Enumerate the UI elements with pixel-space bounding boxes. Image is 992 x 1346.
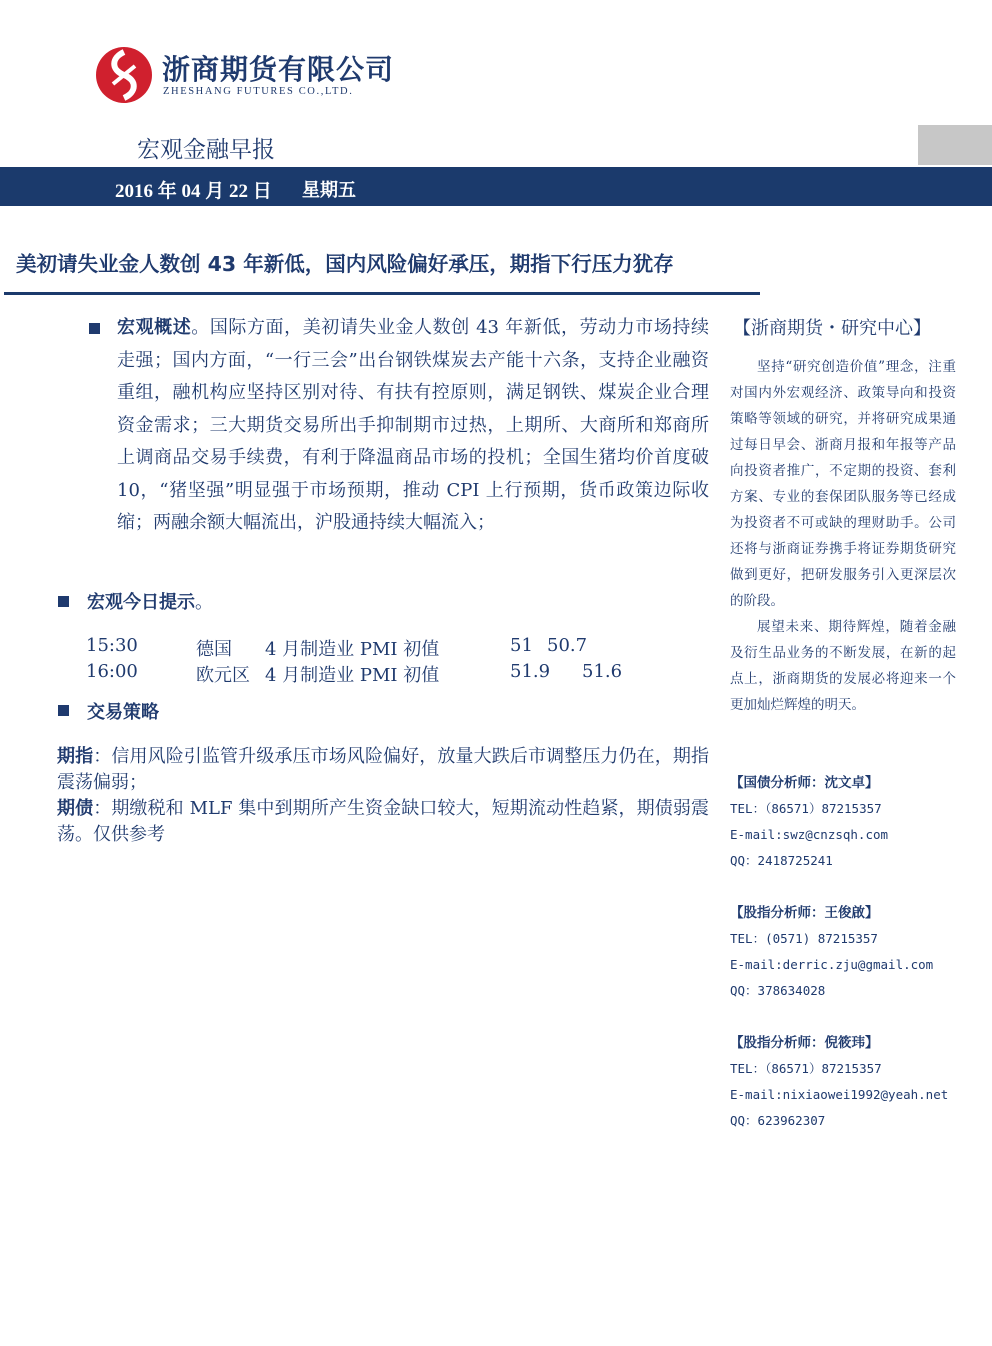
today-hints-heading: 宏观今日提示。 (87, 592, 213, 613)
event-item: 4 月制造业 PMI 初值 (265, 665, 440, 686)
analyst-title: 【股指分析师：倪筱玮】 (730, 1035, 879, 1051)
analyst-qq: QQ：623962307 (730, 1113, 826, 1128)
analyst-email[interactable]: E-mail:swz@cnzsqh.com (730, 827, 889, 842)
event-time: 15:30 (86, 635, 138, 656)
event-value-forecast: 51.6 (582, 661, 623, 682)
analyst-qq: QQ：378634028 (730, 983, 826, 998)
analyst-email[interactable]: E-mail:nixiaowei1992@yeah.net (730, 1087, 949, 1102)
company-name-en: ZHESHANG FUTURES CO.,LTD. (163, 86, 354, 97)
analyst-tel: TEL：（86571）87215357 (730, 801, 882, 816)
headline: 美初请失业金人数创 43 年新低，国内风险偏好承压，期指下行压力犹存 (16, 252, 674, 276)
event-time: 16:00 (86, 661, 138, 682)
bullet-square-icon (58, 596, 69, 607)
analyst-title: 【国债分析师：沈文卓】 (730, 775, 879, 791)
analyst-tel: TEL：（86571）87215357 (730, 1061, 882, 1076)
event-region: 德国 (196, 639, 232, 660)
headline-divider (4, 292, 760, 295)
research-center-intro: 坚持“研究创造价值”理念，注重对国内外宏观经济、政策导向和投资策略等领域的研究，并将研究成果通过每日早会、浙商月报和年报等产品向投资者推广，不定期的投资、套利方案、专业的套保团队服务等已经成为投资者不可或缺的理财助手。公司还将与浙商证券携手将证券期货研究做到更好，把研发服务引入更深层次的阶段。 (730, 359, 956, 609)
analyst-card (730, 1030, 970, 1134)
analyst-card (730, 900, 970, 1004)
macro-overview-label: 宏观概述 (117, 317, 192, 338)
analyst-card (730, 770, 970, 874)
company-logo-icon (95, 46, 153, 104)
macro-overview-paragraph (117, 312, 709, 540)
bullet-square-icon (58, 705, 69, 716)
strategy-index-futures: 期指：信用风险引监管升级承压市场风险偏好，放量大跌后市调整压力仍在，期指震荡偏弱； (57, 746, 710, 793)
strategy-bond-futures: 期债：期缴税和 MLF 集中到期所产生资金缺口较大，短期流动性趋紧，期债弱震荡。仅供参考 (57, 798, 709, 845)
analyst-tel: TEL：(0571) 87215357 (730, 931, 878, 946)
event-value-previous: 51.9 (510, 661, 551, 682)
event-value-previous: 51 (510, 635, 533, 656)
event-item: 4 月制造业 PMI 初值 (265, 639, 440, 660)
report-title: 宏观金融早报 (137, 137, 275, 163)
analyst-title: 【股指分析师：王俊啟】 (730, 905, 879, 921)
header-gray-tab (918, 125, 992, 165)
report-date: 2016 年 04 月 22 日 (115, 181, 272, 202)
analyst-email[interactable]: E-mail:derric.zju@gmail.com (730, 957, 934, 972)
research-center-heading: 【浙商期货・研究中心】 (733, 318, 931, 339)
event-value-forecast: 50.7 (547, 635, 588, 656)
strategy-heading: 交易策略 (87, 702, 159, 723)
analyst-qq: QQ：2418725241 (730, 853, 833, 868)
macro-overview-text: 。国际方面，美初请失业金人数创 43 年新低，劳动力市场持续走强；国内方面，“一行三会”出台钢铁煤炭去产能十六条，支持企业融资重组，融机构应坚持区别对待、有扶有控原则，满足钢铁、煤炭企业合理资金需求；三大期货交易所出手抑制期市过热，上期所、大商所和郑商所上调商品交易手续费，有利于降温商品市场的投机；全国生猪均价首度破 10，“猪坚强”明显强于市场预期，推动 CPI 上行预期，货币政策边际收缩；两融余额大幅流出，沪股通持续大幅流入； (117, 317, 709, 533)
event-region: 欧元区 (196, 665, 250, 686)
company-name-cn: 浙商期货有限公司 (162, 53, 395, 86)
report-weekday: 星期五 (302, 180, 356, 201)
bullet-square-icon (89, 323, 100, 334)
research-center-outlook: 展望未来、期待辉煌，随着金融及衍生品业务的不断发展，在新的起点上，浙商期货的发展必将迎来一个更加灿烂辉煌的明天。 (730, 619, 956, 713)
